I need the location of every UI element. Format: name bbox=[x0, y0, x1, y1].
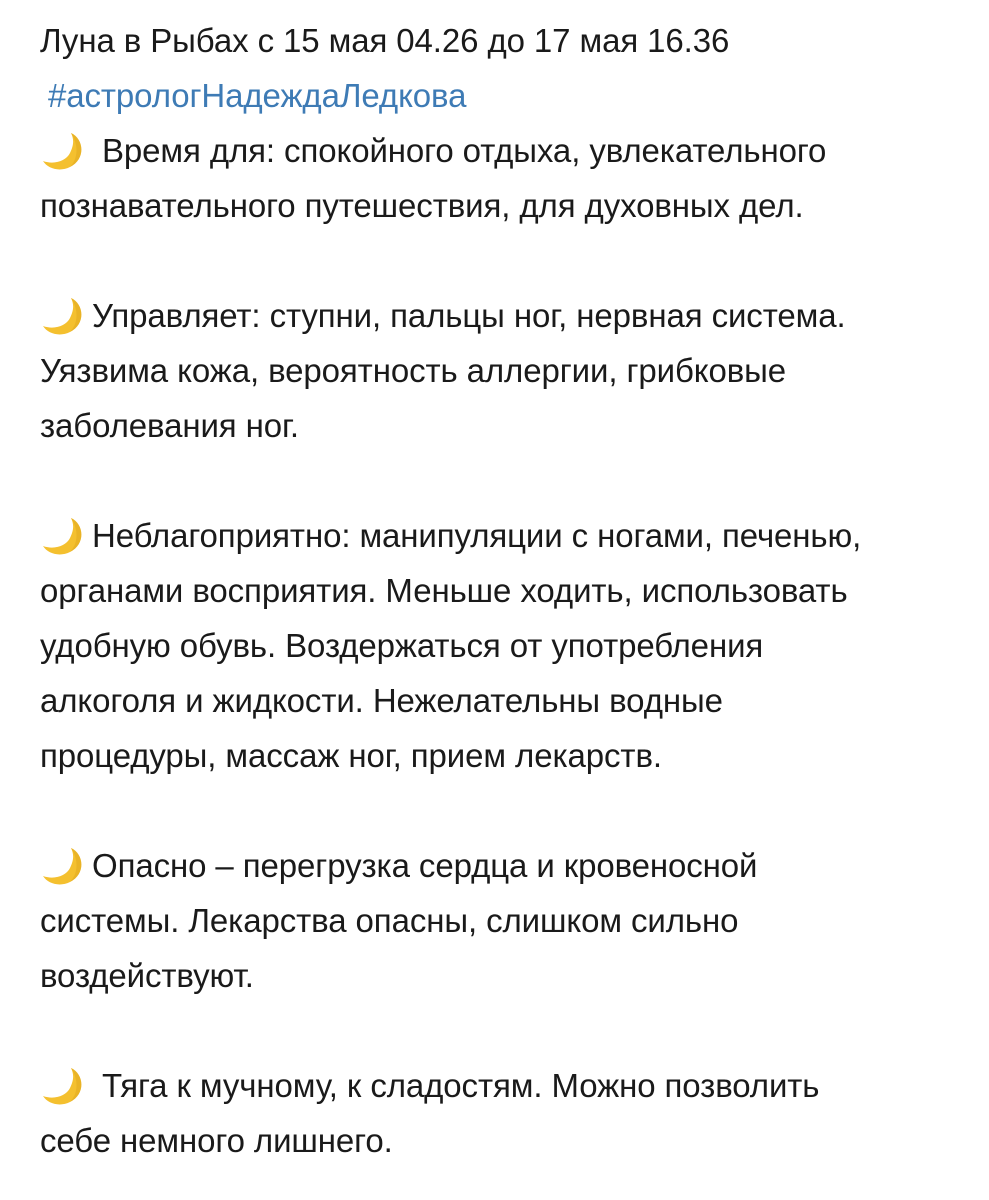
paragraph-dangerous bbox=[40, 838, 975, 1003]
crescent-moon-icon bbox=[40, 516, 90, 556]
paragraph-spacer bbox=[40, 783, 975, 838]
crescent-moon-icon bbox=[40, 846, 90, 886]
paragraph-line: воздействуют. bbox=[40, 957, 254, 994]
paragraph-unfavorable bbox=[40, 508, 975, 783]
paragraph-line: Тяга к мучному, к сладостям. Можно позволить bbox=[40, 1058, 975, 1113]
paragraph-line: заболевания ног. bbox=[40, 407, 299, 444]
paragraph-line: Управляет: ступни, пальцы ног, нервная система. bbox=[40, 288, 975, 343]
paragraph-line: себе немного лишнего. bbox=[40, 1122, 393, 1159]
hashtag-line bbox=[40, 68, 975, 123]
crescent-moon-icon bbox=[40, 296, 90, 336]
post-title: Луна в Рыбах с 15 мая 04.26 до 17 мая 16.36 bbox=[40, 22, 730, 59]
paragraph-line: органами восприятия. Меньше ходить, использовать bbox=[40, 572, 848, 609]
post-text bbox=[40, 13, 975, 1168]
paragraph-line: Опасно – перегрузка сердца и кровеносной bbox=[40, 838, 975, 893]
paragraph-line: системы. Лекарства опасны, слишком сильно bbox=[40, 902, 739, 939]
paragraph-line: алкоголя и жидкости. Нежелательны водные bbox=[40, 682, 723, 719]
paragraph-spacer bbox=[40, 453, 975, 508]
paragraph-line: познавательного путешествия, для духовных дел. bbox=[40, 187, 804, 224]
crescent-moon-icon bbox=[40, 1066, 90, 1106]
paragraph-governs bbox=[40, 288, 975, 453]
paragraph-line: удобную обувь. Воздержаться от употребления bbox=[40, 627, 764, 664]
hashtag-link[interactable]: #астрологНадеждаЛедкова bbox=[48, 77, 467, 114]
paragraph-line: Неблагоприятно: манипуляции с ногами, печенью, bbox=[40, 508, 975, 563]
paragraph-spacer bbox=[40, 1003, 975, 1058]
crescent-moon-icon bbox=[40, 131, 90, 171]
paragraph-cravings bbox=[40, 1058, 975, 1168]
paragraph-time-for bbox=[40, 123, 975, 233]
paragraph-spacer bbox=[40, 233, 975, 288]
paragraph-line: процедуры, массаж ног, прием лекарств. bbox=[40, 737, 662, 774]
paragraph-line: Уязвима кожа, вероятность аллергии, грибковые bbox=[40, 352, 787, 389]
paragraph-line: Время для: спокойного отдыха, увлекательного bbox=[40, 123, 975, 178]
